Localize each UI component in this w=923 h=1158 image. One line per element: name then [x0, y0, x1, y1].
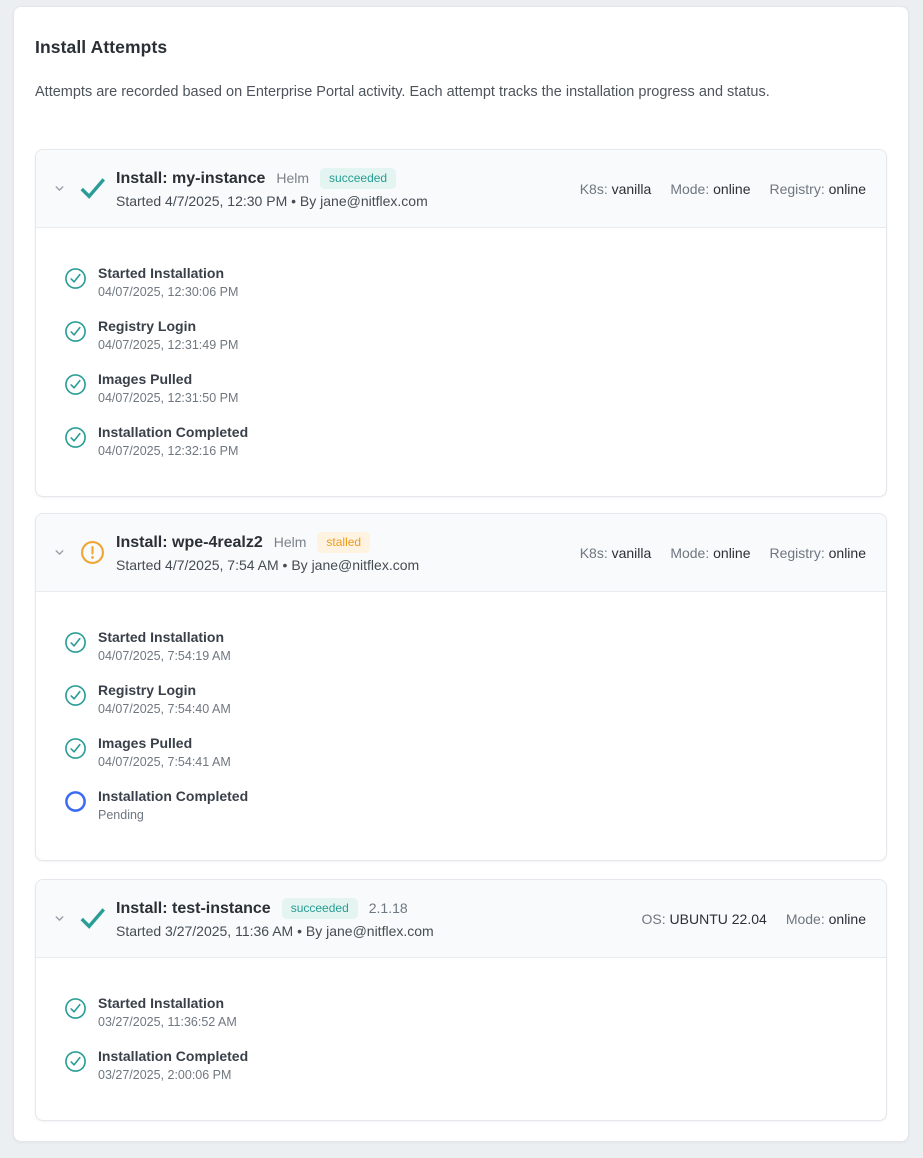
timeline-step: [64, 681, 866, 718]
attempt-meta: [642, 911, 866, 927]
step-timestamp: 03/27/2025, 11:36:52 AM: [98, 1015, 237, 1029]
step-title: Started Installation: [98, 629, 225, 645]
step-timestamp: 03/27/2025, 2:00:06 PM: [98, 1068, 232, 1082]
step-timestamp: 04/07/2025, 7:54:40 AM: [98, 702, 231, 716]
timeline-step: [64, 994, 866, 1031]
step-title: Started Installation: [98, 995, 225, 1011]
step-title: Registry Login: [98, 318, 197, 334]
step-title: Installation Completed: [98, 788, 249, 804]
timeline-step: [64, 787, 866, 824]
timeline-step: [64, 1047, 866, 1084]
step-title: Registry Login: [98, 682, 197, 698]
timeline-step: [64, 317, 866, 354]
attempt-timeline: [36, 592, 886, 860]
check-circle-icon: [64, 997, 87, 1031]
attempt-timeline: [36, 958, 886, 1120]
attempt-header[interactable]: [36, 150, 886, 228]
step-timestamp: 04/07/2025, 7:54:19 AM: [98, 649, 231, 663]
success-check-icon: [79, 905, 106, 932]
timeline-step: [64, 370, 866, 407]
check-circle-icon: [64, 267, 87, 301]
step-timestamp: 04/07/2025, 12:32:16 PM: [98, 444, 239, 458]
step-title: Started Installation: [98, 265, 225, 281]
meta-mode: Mode: online: [670, 180, 751, 197]
check-circle-icon: [64, 426, 87, 460]
timeline-step: [64, 423, 866, 460]
check-circle-icon: [64, 684, 87, 718]
attempt-method: Helm: [276, 169, 310, 186]
step-timestamp: 04/07/2025, 12:31:49 PM: [98, 338, 239, 352]
attempt-card-my-instance: [35, 149, 887, 497]
attempt-card-wpe-4realz2: [35, 513, 887, 861]
chevron-down-icon[interactable]: [53, 546, 66, 559]
step-title: Images Pulled: [98, 371, 193, 387]
attempt-meta: [580, 181, 866, 197]
step-title: Installation Completed: [98, 424, 249, 440]
meta-os: OS: UBUNTU 22.04: [641, 910, 767, 927]
status-badge: succeeded: [282, 898, 358, 919]
step-timestamp: 04/07/2025, 12:31:50 PM: [98, 391, 239, 405]
attempt-started-line: Started 3/27/2025, 11:36 AM • By jane@nitflex.com: [116, 922, 434, 939]
attempt-started-line: Started 4/7/2025, 12:30 PM • By jane@nitflex.com: [116, 192, 428, 209]
check-circle-icon: [64, 737, 87, 771]
check-circle-icon: [64, 373, 87, 407]
chevron-down-icon[interactable]: [53, 912, 66, 925]
install-attempts-panel: [13, 6, 909, 1142]
meta-mode: Mode: online: [785, 910, 866, 927]
meta-mode: Mode: online: [670, 544, 751, 561]
circle-outline-icon: [64, 790, 87, 824]
step-timestamp: 04/07/2025, 12:30:06 PM: [98, 285, 239, 299]
check-circle-icon: [64, 320, 87, 354]
attempt-started-line: Started 4/7/2025, 7:54 AM • By jane@nitflex.com: [116, 556, 420, 573]
attempt-header[interactable]: [36, 880, 886, 958]
meta-k8s: K8s: vanilla: [579, 180, 652, 197]
meta-registry: Registry: online: [769, 544, 866, 561]
attempt-method: Helm: [273, 533, 307, 550]
attempt-meta: [580, 545, 866, 561]
chevron-down-icon[interactable]: [53, 182, 66, 195]
timeline-step: [64, 264, 866, 301]
step-title: Images Pulled: [98, 735, 193, 751]
status-badge: stalled: [317, 532, 370, 553]
step-timestamp: Pending: [98, 808, 144, 822]
attempt-version: 2.1.18: [368, 899, 408, 916]
timeline-step: [64, 628, 866, 665]
attempt-title: Install: wpe-4realz2: [116, 533, 263, 551]
attempt-card-test-instance: [35, 879, 887, 1121]
alert-circle-icon: [79, 540, 106, 565]
check-circle-icon: [64, 631, 87, 665]
check-circle-icon: [64, 1050, 87, 1084]
meta-registry: Registry: online: [769, 180, 866, 197]
status-badge: succeeded: [320, 168, 396, 189]
success-check-icon: [79, 175, 106, 202]
meta-k8s: K8s: vanilla: [579, 544, 652, 561]
attempt-title: Install: my-instance: [116, 169, 266, 187]
attempt-timeline: [36, 228, 886, 496]
attempt-header[interactable]: [36, 514, 886, 592]
attempt-card-list: [35, 149, 887, 1121]
timeline-step: [64, 734, 866, 771]
page-title: Install Attempts: [35, 37, 168, 57]
step-timestamp: 04/07/2025, 7:54:41 AM: [98, 755, 231, 769]
attempt-title: Install: test-instance: [116, 899, 271, 917]
step-title: Installation Completed: [98, 1048, 249, 1064]
page-subtitle: Attempts are recorded based on Enterprise Portal activity. Each attempt tracks the installation progress and status.: [35, 84, 770, 100]
